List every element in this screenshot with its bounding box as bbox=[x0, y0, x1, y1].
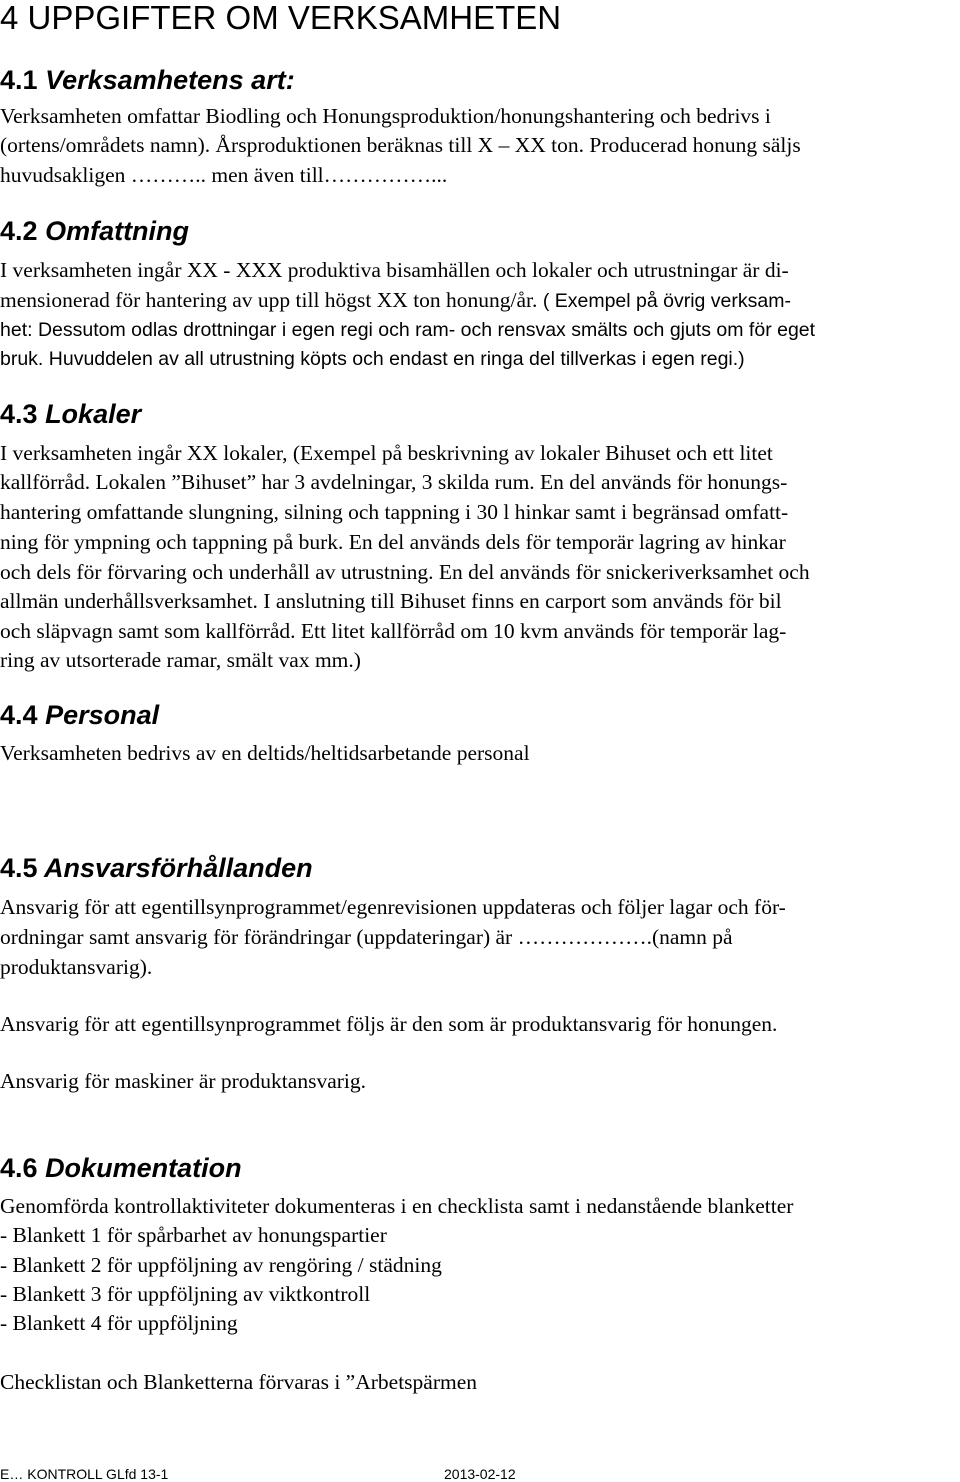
paragraph-line: Checklistan och Blanketterna förvaras i ”Arbetspärmen bbox=[0, 1370, 477, 1394]
paragraph-line: Ansvarig för att egentillsynprogrammet följs är den som är produktansvarig för honungen. bbox=[0, 1012, 778, 1036]
paragraph-line: hantering omfattande slungning, silning och tappning i 30 l hinkar samt i begränsad omfatt- bbox=[0, 500, 789, 524]
list-item: - Blankett 4 för uppföljning bbox=[0, 1311, 238, 1335]
paragraph-line: ordningar samt ansvarig för förändringar (uppdateringar) är ……………….(namn på bbox=[0, 925, 733, 949]
section-number: 4.3 bbox=[0, 399, 38, 429]
footer-right: 2013-02-12 bbox=[444, 1466, 516, 1482]
paragraph-line: Verksamheten bedrivs av en deltids/heltidsarbetande personal bbox=[0, 741, 530, 765]
section-title: Dokumentation bbox=[45, 1153, 242, 1183]
paragraph-line: bruk. Huvuddelen av all utrustning köpts och endast en ringa del tillverkas i egen regi.) bbox=[0, 348, 745, 370]
section-heading-4-2 bbox=[0, 215, 189, 247]
paragraph-line: Ansvarig för att egentillsynprogrammet/egenrevisionen uppdateras och följer lagar och för- bbox=[0, 895, 786, 919]
text-segment: mensionerad för hantering av upp till högst XX ton honung/år. bbox=[0, 288, 538, 312]
paragraph-line: Verksamheten omfattar Biodling och Honungsproduktion/honungshantering och bedrivs i bbox=[0, 104, 771, 128]
section-number: 4.1 bbox=[0, 65, 38, 95]
paragraph-line: I verksamheten ingår XX - XXX produktiva bisamhällen och lokaler och utrustningar är di- bbox=[0, 258, 789, 282]
section-heading-4-4 bbox=[0, 699, 159, 731]
section-title: Verksamhetens art: bbox=[45, 65, 295, 95]
paragraph-line: I verksamheten ingår XX lokaler, (Exempel på beskrivning av lokaler Bihuset och ett litet bbox=[0, 441, 773, 465]
section-heading-4-1 bbox=[0, 64, 295, 96]
list-item: - Blankett 3 för uppföljning av viktkontroll bbox=[0, 1282, 371, 1306]
section-title: Ansvarsförhållanden bbox=[44, 853, 313, 883]
main-heading: 4 UPPGIFTER OM VERKSAMHETEN bbox=[0, 0, 562, 36]
section-heading-4-6 bbox=[0, 1152, 242, 1184]
text-segment: ( Exempel på övrig verksam- bbox=[537, 290, 791, 312]
section-number: 4.2 bbox=[0, 216, 38, 246]
section-number: 4.6 bbox=[0, 1153, 38, 1183]
paragraph-line: ning för ympning och tappning på burk. En del används dels för temporär lagring av hinkar bbox=[0, 530, 786, 554]
section-heading-4-3 bbox=[0, 398, 141, 430]
paragraph-line: Ansvarig för maskiner är produktansvarig. bbox=[0, 1069, 366, 1093]
list-item: - Blankett 2 för uppföljning av rengöring / städning bbox=[0, 1253, 442, 1277]
paragraph-line: kallförråd. Lokalen ”Bihuset” har 3 avdelningar, 3 skilda rum. En del används för honungs- bbox=[0, 470, 788, 494]
footer-left: E… KONTROLL GLfd 13-1 bbox=[0, 1466, 169, 1482]
paragraph-line: produktansvarig). bbox=[0, 955, 153, 979]
paragraph-line: och släpvagn samt som kallförråd. Ett litet kallförråd om 10 kvm används för temporär lag- bbox=[0, 619, 787, 643]
paragraph-line-mixed bbox=[0, 285, 791, 315]
paragraph-line: huvudsakligen ……….. men även till……………... bbox=[0, 163, 448, 187]
section-heading-4-5 bbox=[0, 852, 313, 884]
paragraph-line: och dels för förvaring och underhåll av utrustning. En del används för snickeriverksamhet och bbox=[0, 560, 810, 584]
section-number: 4.4 bbox=[0, 700, 38, 730]
list-item: - Blankett 1 för spårbarhet av honungspartier bbox=[0, 1223, 387, 1247]
paragraph-line: ring av utsorterade ramar, smält vax mm.) bbox=[0, 648, 361, 672]
paragraph-line: Genomförda kontrollaktiviteter dokumenteras i en checklista samt i nedanstående blanketter bbox=[0, 1194, 794, 1218]
section-title: Omfattning bbox=[45, 216, 190, 246]
paragraph-line: het: Dessutom odlas drottningar i egen regi och ram- och rensvax smälts och gjuts om för eget bbox=[0, 319, 816, 341]
section-title: Lokaler bbox=[45, 399, 142, 429]
section-title: Personal bbox=[45, 700, 160, 730]
paragraph-line: allmän underhållsverksamhet. I anslutning till Bihuset finns en carport som används för bil bbox=[0, 589, 782, 613]
paragraph-line: (ortens/områdets namn). Årsproduktionen beräknas till X – XX ton. Producerad honung säljs bbox=[0, 133, 801, 157]
section-number: 4.5 bbox=[0, 853, 38, 883]
